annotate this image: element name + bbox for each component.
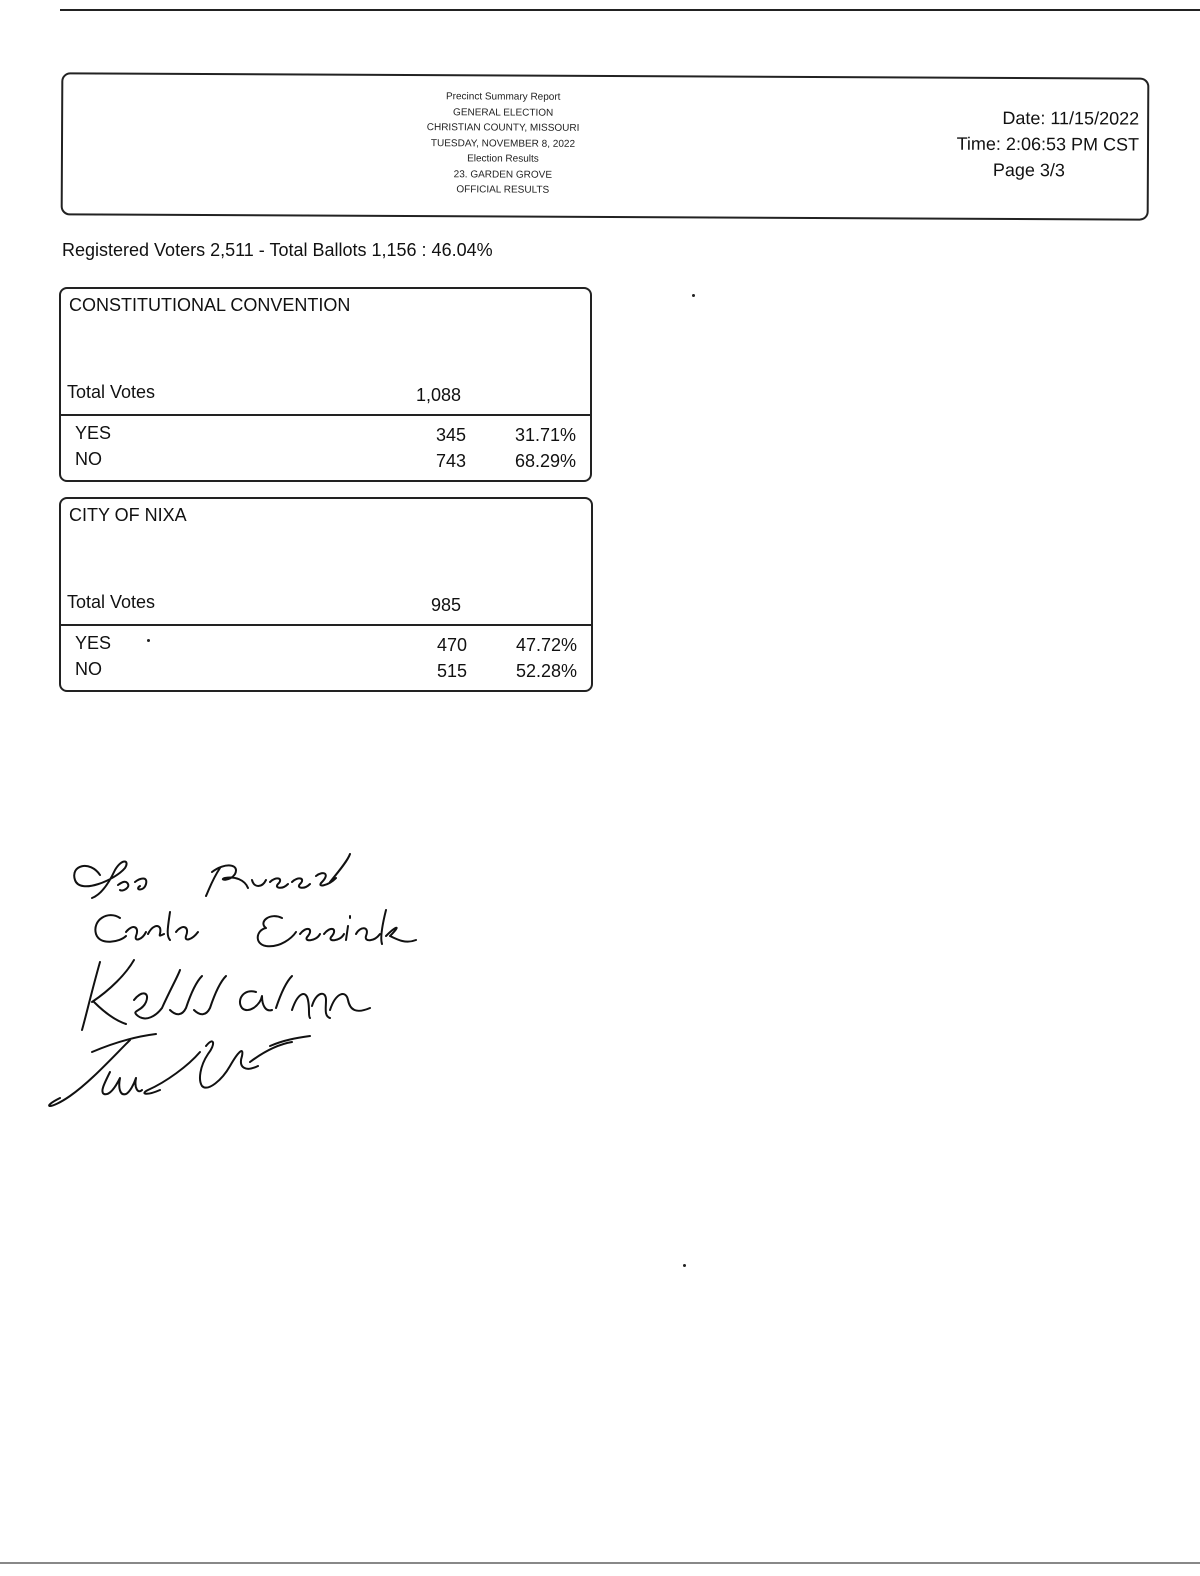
report-header	[61, 72, 1150, 220]
report-header-titles	[363, 89, 644, 199]
choice-name: YES	[75, 423, 112, 443]
choice-row-no	[61, 659, 591, 685]
total-votes-value: 985	[431, 595, 462, 615]
choice-name: NO	[75, 449, 102, 469]
choice-row-no	[61, 449, 590, 475]
results-status: OFFICIAL RESULTS	[456, 184, 550, 196]
signature-2	[95, 910, 416, 946]
election-date: TUESDAY, NOVEMBER 8, 2022	[430, 137, 576, 150]
scan-border-bottom	[0, 1562, 1200, 1564]
report-meta	[879, 104, 1139, 183]
precinct-name: 23. GARDEN GROVE	[453, 168, 553, 181]
scan-speck	[692, 294, 695, 297]
report-name: Precinct Summary Report	[445, 91, 561, 103]
total-votes-label: Total Votes	[67, 592, 156, 612]
signature-3	[82, 960, 370, 1030]
scan-speck	[147, 639, 150, 642]
total-votes-label: Total Votes	[67, 382, 156, 402]
contest-divider	[61, 624, 591, 626]
choice-percent: 47.72%	[515, 635, 577, 655]
choice-votes: 345	[435, 425, 466, 445]
contest-title: CONSTITUTIONAL CONVENTION	[69, 295, 351, 315]
scan-border-top	[60, 9, 1200, 11]
choice-votes: 470	[436, 635, 467, 655]
choice-percent: 31.71%	[514, 425, 576, 445]
choice-row-yes	[61, 423, 590, 449]
choice-percent: 52.28%	[515, 661, 577, 681]
election-name: GENERAL ELECTION	[453, 106, 554, 119]
contest-divider	[61, 414, 590, 416]
choice-name: YES	[75, 633, 112, 653]
report-date: Date: 11/15/2022	[1002, 107, 1140, 129]
signatures	[30, 840, 450, 1120]
total-votes-value: 1,088	[416, 385, 462, 405]
choice-name: NO	[75, 659, 102, 679]
contest-city-of-nixa	[59, 497, 593, 692]
choice-votes: 515	[436, 661, 467, 681]
county-name: CHRISTIAN COUNTY, MISSOURI	[426, 122, 580, 134]
choice-votes: 743	[435, 451, 466, 471]
report-time: Time: 2:06:53 PM CST	[956, 133, 1140, 155]
choice-percent: 68.29%	[514, 451, 576, 471]
signature-4	[49, 1034, 310, 1106]
choice-row-yes	[61, 633, 591, 659]
page-number: Page 3/3	[992, 159, 1065, 181]
contest-title: CITY OF NIXA	[69, 505, 187, 525]
signature-1	[74, 854, 350, 898]
contest-constitutional-convention	[59, 287, 592, 482]
scan-speck	[683, 1264, 686, 1267]
results-type: Election Results	[467, 153, 539, 165]
turnout-summary: Registered Voters 2,511 - Total Ballots 1,156 : 46.04%	[62, 240, 493, 260]
